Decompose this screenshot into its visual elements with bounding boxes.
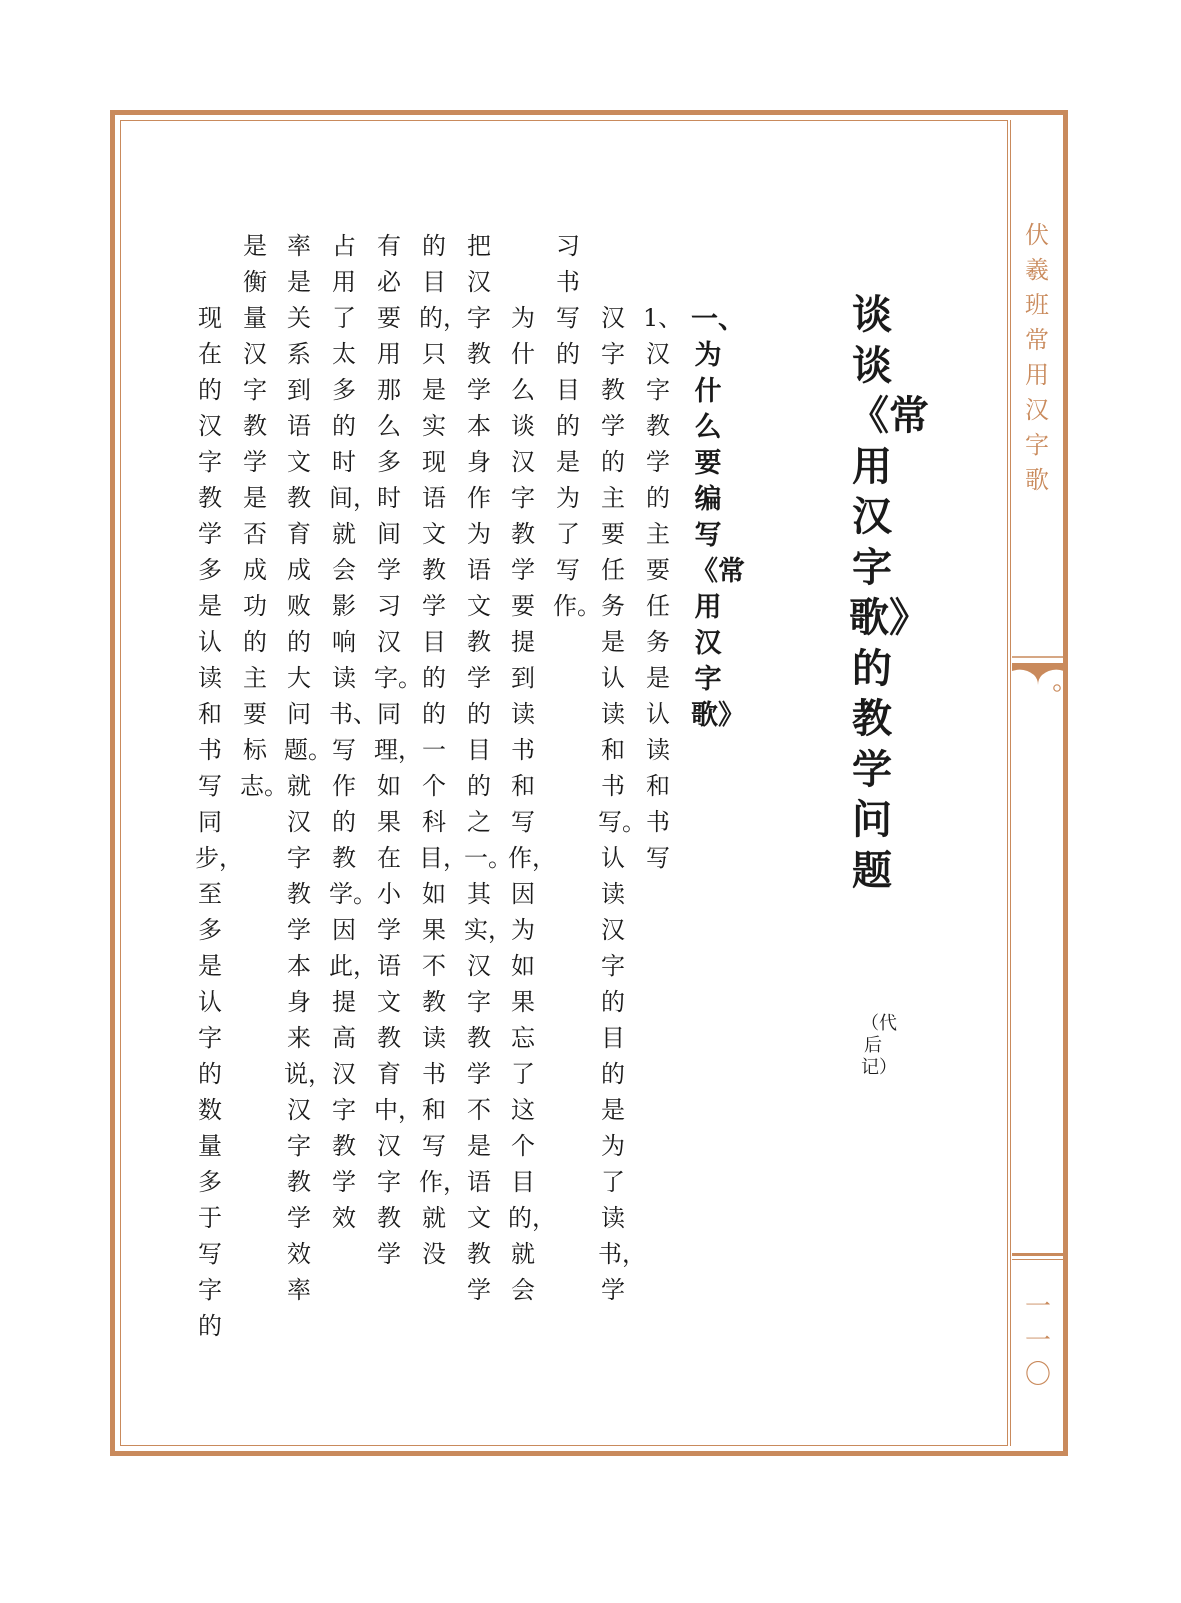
margin-divider-left <box>1010 120 1011 1446</box>
margin-rule-bottom-thin <box>1012 1259 1064 1260</box>
page-subtitle: （代后记） <box>861 1013 897 1078</box>
margin-rule-bottom-thick <box>1012 1253 1064 1256</box>
text-column-1: 1、汉字教学的主要任务是认读和书写 <box>643 304 683 872</box>
running-book-title: 伏羲班常用汉字歌 <box>1025 221 1049 494</box>
margin-divider-right <box>1064 120 1065 1446</box>
text-column-10: 是衡量汉字教学是否成功的主要标志。 <box>240 232 288 800</box>
section-heading: 一、为什么要编写《常用汉字歌》 <box>691 304 745 731</box>
text-column-3: 习书写的目的是为了写作。 <box>553 232 601 620</box>
text-column-4: 为什么谈汉字教学要提到读书和写作，因为如果忘了这个目的，就会 <box>508 304 556 1304</box>
text-column-5: 把汉字教学本身作为语文教学的目的之一。其实，汉字教学不是语文教学 <box>464 232 512 1304</box>
text-column-8: 占用了太多的时间，就会影响读书、写作的教学。因此，提高汉字教学效 <box>329 232 377 1232</box>
text-column-7: 有必要用那么多时间学习汉字。同理，如果在小学语文教育中，汉字教学 <box>374 232 422 1268</box>
page-number: 一一〇 <box>1024 1292 1051 1390</box>
text-column-6: 的目的，只是实现语文教学目的的一个科目，如果不教读书和写作，就没 <box>419 232 467 1268</box>
text-column-11: 现在的汉字教学多是认读和书写同步，至多是认字的数量多于写字的 <box>195 304 243 1340</box>
fishtail-ornament <box>1012 655 1064 693</box>
text-column-2: 汉字教学的主要任务是认读和书写。认读汉字的目的是为了读书，学 <box>598 304 646 1304</box>
text-column-9: 率是关系到语文教育成败的大问题。就汉字教学本身来说，汉字教学效率 <box>284 232 332 1304</box>
page-title: 谈谈《常用汉字歌》的教学问题 <box>849 291 929 894</box>
